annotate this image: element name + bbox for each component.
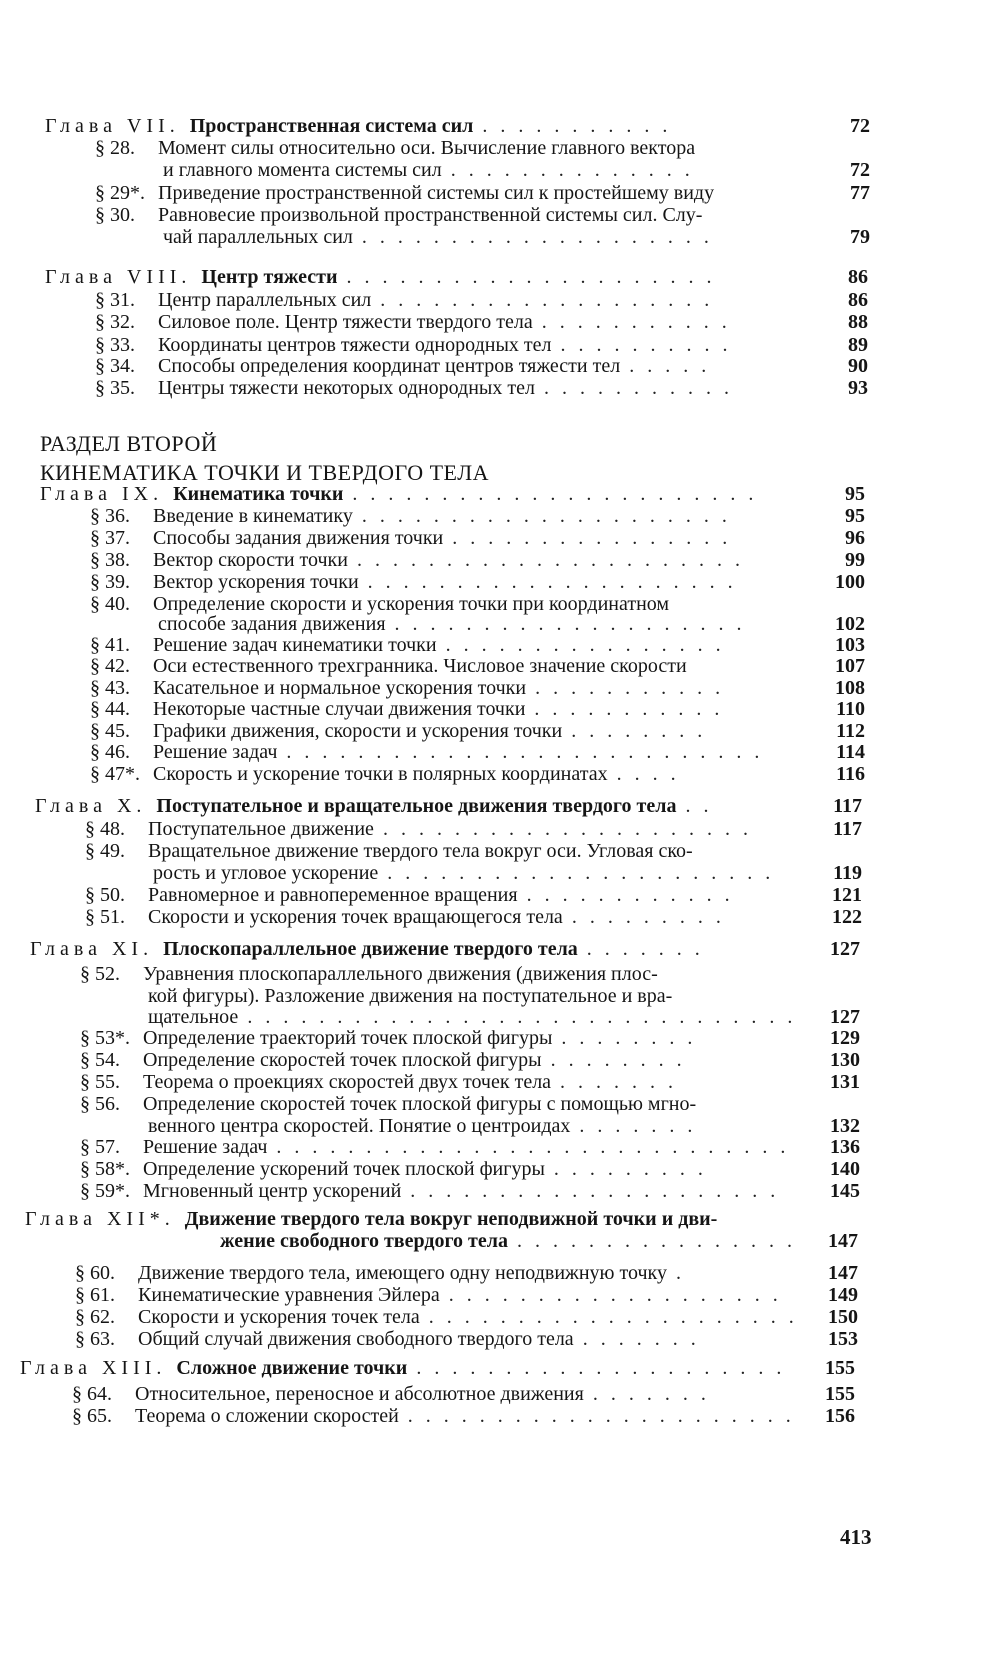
toc-chapter-entry-continuation	[220, 1230, 796, 1252]
toc-page-number: 72	[850, 159, 870, 181]
section-title: Некоторые частные случаи движения точки	[148, 698, 526, 720]
chapter-label: Глава VII.	[45, 115, 190, 137]
toc-section-entry	[90, 677, 724, 699]
section-number: § 43.	[90, 677, 130, 699]
toc-section-entry	[95, 334, 731, 356]
toc-section-entry	[80, 1093, 696, 1115]
toc-section-entry	[90, 655, 687, 677]
section-number: § 37.	[90, 527, 130, 549]
leader-dots: . . . . . . . . . . . . . . . .	[507, 1230, 796, 1252]
leader-dots: . . . . . . . .	[562, 720, 707, 742]
section-number: § 62.	[75, 1306, 115, 1328]
leader-dots: . . . . . . . . . . .	[473, 115, 672, 137]
chapter-label: Глава XII*.	[25, 1208, 185, 1230]
toc-page-number: 96	[845, 527, 865, 549]
leader-dots: . . . . . . . . . .	[551, 334, 732, 356]
leader-dots: . . . . . . . . . . . . . . . .	[436, 634, 725, 656]
toc-section-entry	[80, 1136, 789, 1158]
toc-section-entry	[90, 741, 763, 763]
toc-page-number: 127	[830, 1006, 860, 1028]
section-title: Мгновенный центр ускорений	[138, 1180, 402, 1202]
toc-page-number: 147	[828, 1230, 858, 1252]
section-number: § 58*.	[80, 1158, 130, 1180]
section-title: Определение скоростей точек плоской фигуры	[138, 1049, 542, 1071]
section-title: Способы задания движения точки	[148, 527, 444, 549]
toc-page-number: 149	[828, 1284, 858, 1306]
toc-page-number: 77	[850, 182, 870, 204]
toc-section-entry	[90, 763, 680, 785]
leader-dots: . . . . . . . . . . . . . . . . . . . . .	[373, 818, 752, 840]
chapter-title: Движение твердого тела вокруг неподвижной точки и дви-	[184, 1208, 718, 1230]
section-title: Силовое поле. Центр тяжести твердого тела	[153, 311, 533, 333]
leader-dots: . . . . . . . . . . . . . . . . . . . . . . .	[343, 483, 758, 505]
toc-section-entry	[85, 840, 693, 862]
toc-section-entry	[72, 1383, 710, 1405]
toc-page-number: 99	[845, 549, 865, 571]
section-number: § 60.	[75, 1262, 115, 1284]
toc-section-entry	[90, 527, 731, 549]
section-number: § 38.	[90, 549, 130, 571]
leader-dots: . . . . . . . . . . . . . . . . . . . . .	[419, 1306, 798, 1328]
leader-dots: . . . . . . . .	[552, 1027, 697, 1049]
leader-dots: . . . . . . . . . . . . . . . . . . . . . .	[347, 549, 744, 571]
section-title: Кинематические уравнения Эйлера	[133, 1284, 440, 1306]
leader-dots: . . . . . . . . . . . . . . . . . . . . .	[337, 266, 716, 288]
section-title: Уравнения плоскопараллельного движения (движения плос-	[138, 963, 658, 985]
part-label: РАЗДЕЛ ВТОРОЙ	[40, 431, 218, 456]
toc-page-number: 95	[845, 483, 865, 505]
toc-page-number: 86	[848, 266, 868, 288]
leader-dots: . . . . . . . . . . . . . . . . . . .	[439, 1284, 782, 1306]
section-title: Определение ускорений точек плоской фигуры	[138, 1158, 545, 1180]
toc-section-entry	[95, 204, 702, 226]
leader-dots: . . . . . . . . . . . . . . . . . . . . .	[358, 571, 737, 593]
section-number: § 53*.	[80, 1027, 130, 1049]
section-title: Координаты центров тяжести однородных тел	[153, 334, 552, 356]
leader-dots: . . . . . . .	[570, 1115, 697, 1137]
chapter-label: Глава XI.	[30, 938, 164, 960]
section-title: Момент силы относительно оси. Вычисление главного вектора	[153, 137, 696, 159]
toc-chapter-entry	[20, 1357, 785, 1379]
section-number: § 42.	[90, 655, 130, 677]
section-number: § 28.	[95, 137, 135, 159]
section-title: Равновесие произвольной пространственной системы сил. Слу-	[153, 204, 703, 226]
leader-dots: . . . . . . . . . . .	[534, 377, 733, 399]
section-number: § 33.	[95, 334, 135, 356]
leader-dots: . . . . . . . . . . . . . . . . . . . . . . . . . . . . .	[267, 1136, 790, 1158]
toc-section-entry	[80, 1049, 686, 1071]
section-number: § 65.	[72, 1405, 112, 1427]
section-title: Скорости и ускорения точек тела	[133, 1306, 420, 1328]
toc-page-number: 112	[836, 720, 865, 742]
leader-dots: . . . . . . . . . . . . . . . . . . . . .	[407, 1357, 786, 1379]
chapter-title: Кинематика точки	[173, 483, 344, 505]
toc-chapter-entry	[30, 938, 704, 960]
toc-section-entry	[90, 698, 723, 720]
leader-dots: . . . . . . . . . . . . . . . . . . . . . .	[398, 1405, 795, 1427]
section-title: Поступательное движение	[143, 818, 374, 840]
section-number: § 55.	[80, 1071, 120, 1093]
toc-page-number: 117	[833, 818, 862, 840]
toc-section-entry	[90, 720, 706, 742]
toc-page-number: 79	[850, 226, 870, 248]
section-number: § 59*.	[80, 1180, 130, 1202]
toc-section-entry-continuation	[148, 1115, 696, 1137]
toc-section-entry	[80, 963, 658, 985]
section-number: § 48.	[85, 818, 125, 840]
toc-page-number: 107	[835, 655, 865, 677]
toc-section-entry	[95, 289, 713, 311]
toc-section-entry-continuation	[153, 862, 774, 884]
section-title: Скорости и ускорения точек вращающегося тела	[143, 906, 563, 928]
leader-dots: . . . . . . . . . . . . . . . . . . . . . . . . . . .	[277, 741, 764, 763]
toc-chapter-entry	[35, 795, 712, 817]
section-title: Определение траекторий точек плоской фигуры	[138, 1027, 553, 1049]
toc-chapter-entry	[40, 483, 757, 505]
toc-section-entry	[80, 1158, 707, 1180]
toc-page-number: 155	[825, 1357, 855, 1379]
toc-page-number: 114	[836, 741, 865, 763]
chapter-title: жение свободного твердого тела	[220, 1230, 508, 1252]
toc-section-entry	[95, 182, 714, 204]
leader-dots: . . . . . . . . .	[562, 906, 725, 928]
leader-dots: . . . . . . . . . . . . . . . . . . . . . .	[378, 862, 775, 884]
toc-page-number: 86	[848, 289, 868, 311]
section-title: Центр параллельных сил	[153, 289, 372, 311]
section-title: Относительное, переносное и абсолютное движения	[130, 1383, 584, 1405]
chapter-title: Поступательное и вращательное движения твердого тела	[156, 795, 677, 817]
toc-page-number: 102	[835, 613, 865, 635]
toc-section-entry	[75, 1306, 798, 1328]
toc-section-entry	[80, 1027, 696, 1049]
toc-page-number: 89	[848, 334, 868, 356]
toc-section-entry	[90, 571, 737, 593]
toc-page-number: 127	[830, 938, 860, 960]
toc-page-number: 93	[848, 377, 868, 399]
section-number: § 45.	[90, 720, 130, 742]
section-title: Теорема о сложении скоростей	[130, 1405, 399, 1427]
section-title: Графики движения, скорости и ускорения точки	[148, 720, 563, 742]
toc-section-entry-continuation	[158, 613, 746, 635]
toc-page-number: 140	[830, 1158, 860, 1180]
leader-dots: . . . . . . . . . . . . . . . . . . . . .	[401, 1180, 780, 1202]
toc-page-number: 131	[830, 1071, 860, 1093]
chapter-title: Пространственная система сил	[189, 115, 474, 137]
section-title: Теорема о проекциях скоростей двух точек тела	[138, 1071, 552, 1093]
leader-dots: . . . . . . . . . . . . . . . .	[443, 527, 732, 549]
section-number: § 30.	[95, 204, 135, 226]
section-title: и главного момента системы сил	[163, 159, 442, 181]
section-title: Вращательное движение твердого тела вокруг оси. Угловая ско-	[143, 840, 693, 862]
section-title: чай параллельных сил	[163, 226, 353, 248]
toc-page-number: 153	[828, 1328, 858, 1350]
toc-section-entry-continuation	[148, 1006, 796, 1028]
toc-section-entry	[95, 137, 695, 159]
section-title: Движение твердого тела, имеющего одну неподвижную точку	[133, 1262, 667, 1284]
section-number: § 32.	[95, 311, 135, 333]
chapter-label: Глава IX.	[40, 483, 174, 505]
chapter-label: Глава X.	[35, 795, 157, 817]
section-title: щательное	[148, 1006, 239, 1028]
section-title: Оси естественного трехгранника. Числовое значение скорости	[148, 655, 687, 677]
leader-dots: . . . . . . . . . . . . . . . . . . . . . . . . . . . . . . .	[238, 1006, 797, 1028]
leader-dots: . . . . . . . . . . .	[526, 677, 725, 699]
toc-section-entry	[90, 593, 669, 615]
section-title: Введение в кинематику	[148, 505, 353, 527]
toc-page-number: 117	[833, 795, 862, 817]
toc-page-number: 132	[830, 1115, 860, 1137]
toc-page-number: 121	[832, 884, 862, 906]
toc-page-number: 136	[830, 1136, 860, 1158]
section-title: Центры тяжести некоторых однородных тел	[153, 377, 535, 399]
section-title: венного центра скоростей. Понятие о центроидах	[148, 1115, 571, 1137]
toc-page-number: 155	[825, 1383, 855, 1405]
section-title: Приведение пространственной системы сил к простейшему виду	[153, 182, 715, 204]
leader-dots: . . . . . . . . . . . . . .	[441, 159, 694, 181]
section-number: § 51.	[85, 906, 125, 928]
section-number: § 50.	[85, 884, 125, 906]
section-title: Решение задач	[148, 741, 278, 763]
section-title: способе задания движения	[158, 613, 386, 635]
toc-page-number: 108	[835, 677, 865, 699]
section-number: § 61.	[75, 1284, 115, 1306]
leader-dots: . . . . . . . . . . . . . . . . . . . .	[352, 226, 713, 248]
leader-dots: . . . . . . . . . . . .	[517, 884, 734, 906]
section-number: § 41.	[90, 634, 130, 656]
toc-section-entry	[80, 1180, 779, 1202]
toc-page-number: 110	[836, 698, 865, 720]
section-number: § 34.	[95, 355, 135, 377]
section-title: кой фигуры). Разложение движения на поступательное и вра-	[148, 985, 673, 1007]
section-number: § 36.	[90, 505, 130, 527]
chapter-title: Плоскопараллельное движение твердого тела	[163, 938, 578, 960]
leader-dots: . . . . . . . .	[541, 1049, 686, 1071]
chapter-title: Центр тяжести	[201, 266, 338, 288]
section-number: § 56.	[80, 1093, 120, 1115]
section-number: § 54.	[80, 1049, 120, 1071]
leader-dots: . . . . . . .	[577, 938, 704, 960]
toc-page-number: 129	[830, 1027, 860, 1049]
section-number: § 29*.	[95, 182, 145, 204]
toc-page-number: 150	[828, 1306, 858, 1328]
section-number: § 49.	[85, 840, 125, 862]
toc-chapter-entry	[45, 115, 671, 137]
toc-page-number: 88	[848, 311, 868, 333]
toc-section-entry	[90, 634, 725, 656]
toc-page-number: 72	[850, 115, 870, 137]
toc-page-number: 119	[833, 862, 862, 884]
toc-section-entry	[75, 1328, 700, 1350]
toc-section-entry	[90, 505, 731, 527]
section-title: Вектор скорости точки	[148, 549, 348, 571]
toc-section-entry	[90, 549, 744, 571]
leader-dots: . . . . . . . . . . . . . . . . . . .	[371, 289, 714, 311]
toc-section-entry-continuation	[163, 159, 694, 181]
leader-dots: . . . . . . .	[583, 1383, 710, 1405]
toc-page-number: 122	[832, 906, 862, 928]
leader-dots: . . . . . . . . .	[544, 1158, 707, 1180]
section-title: Скорость и ускорение точки в полярных координатах	[148, 763, 608, 785]
leader-dots: . .	[676, 795, 713, 817]
leader-dots: . . . . .	[620, 355, 711, 377]
chapter-label: Глава XIII.	[20, 1357, 177, 1379]
toc-page-number: 95	[845, 505, 865, 527]
section-number: § 47*.	[90, 763, 140, 785]
toc-chapter-entry	[45, 266, 716, 288]
section-number: § 35.	[95, 377, 135, 399]
toc-chapter-entry	[25, 1208, 717, 1230]
leader-dots: . . . . . . . . . . .	[532, 311, 731, 333]
section-number: § 64.	[72, 1383, 112, 1405]
section-number: § 31.	[95, 289, 135, 311]
toc-page-number: 100	[835, 571, 865, 593]
section-title: Вектор ускорения точки	[148, 571, 359, 593]
toc-section-entry-continuation	[148, 985, 672, 1007]
toc-section-entry	[72, 1405, 795, 1427]
section-number: § 44.	[90, 698, 130, 720]
toc-page-number: 130	[830, 1049, 860, 1071]
toc-section-entry-continuation	[163, 226, 713, 248]
leader-dots: . . . . . . .	[551, 1071, 678, 1093]
chapter-label: Глава VIII.	[45, 266, 202, 288]
toc-page-number: 156	[825, 1405, 855, 1427]
section-number: § 57.	[80, 1136, 120, 1158]
toc-page-number: 147	[828, 1262, 858, 1284]
section-title: Способы определения координат центров тяжести тел	[153, 355, 621, 377]
section-title: Определение скорости и ускорения точки при координатном	[148, 593, 670, 615]
toc-page-number: 145	[830, 1180, 860, 1202]
section-title: рость и угловое ускорение	[153, 862, 379, 884]
section-title: Равномерное и равнопеременное вращения	[143, 884, 518, 906]
toc-page-number: 103	[835, 634, 865, 656]
leader-dots: . . . . . . . . . . .	[525, 698, 724, 720]
toc-section-entry	[85, 818, 752, 840]
toc-section-entry	[95, 311, 731, 333]
section-number: § 39.	[90, 571, 130, 593]
section-title: Определение скоростей точек плоской фигуры с помощью мгно-	[138, 1093, 697, 1115]
toc-page-number: 90	[848, 355, 868, 377]
section-number: § 63.	[75, 1328, 115, 1350]
toc-section-entry	[75, 1262, 685, 1284]
leader-dots: . . . . . . .	[573, 1328, 700, 1350]
toc-section-entry	[85, 906, 725, 928]
leader-dots: . . . . . . . . . . . . . . . . . . . .	[385, 613, 746, 635]
section-title: Решение задач	[138, 1136, 268, 1158]
section-number: § 52.	[80, 963, 120, 985]
section-number: § 40.	[90, 593, 130, 615]
toc-section-entry	[85, 884, 734, 906]
leader-dots: .	[666, 1262, 685, 1284]
section-number: § 46.	[90, 741, 130, 763]
leader-dots: . . . . . . . . . . . . . . . . . . . . .	[352, 505, 731, 527]
toc-section-entry	[80, 1071, 677, 1093]
leader-dots: . . . .	[607, 763, 680, 785]
section-title: Касательное и нормальное ускорения точки	[148, 677, 527, 699]
toc-section-entry	[95, 377, 733, 399]
toc-section-entry	[95, 355, 710, 377]
part-title: КИНЕМАТИКА ТОЧКИ И ТВЕРДОГО ТЕЛА	[40, 460, 490, 485]
section-title: Решение задач кинематики точки	[148, 634, 437, 656]
page-number: 413	[840, 1525, 872, 1549]
section-title: Общий случай движения свободного твердого тела	[133, 1328, 574, 1350]
toc-page-number: 116	[836, 763, 865, 785]
chapter-title: Сложное движение точки	[176, 1357, 408, 1379]
toc-section-entry	[75, 1284, 782, 1306]
